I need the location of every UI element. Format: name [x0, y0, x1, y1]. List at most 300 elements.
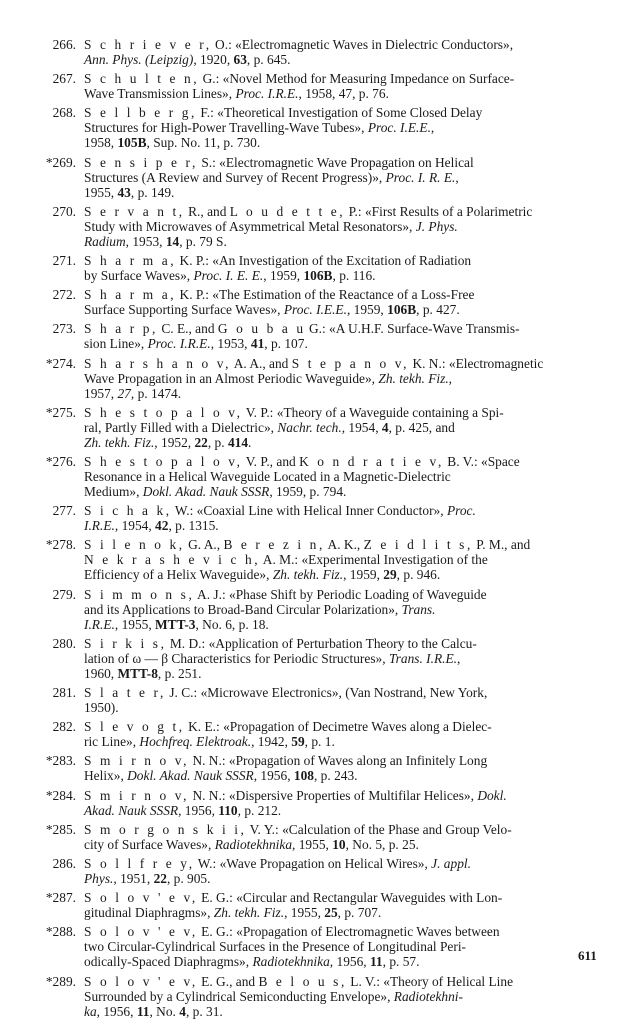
volume-number: 43	[117, 184, 131, 200]
reference-text: , 1920,	[193, 52, 234, 67]
volume-number: 59	[291, 734, 305, 750]
reference-line	[84, 420, 455, 435]
reference-line	[84, 924, 500, 939]
reference-text: Efficiency of a Helix Waveguide»,	[84, 567, 273, 583]
author-name: K o n d r a t i e v,	[299, 454, 444, 469]
reference-line	[84, 336, 308, 351]
journal-title: Dokl.	[477, 787, 507, 803]
reference-text: 1957,	[84, 385, 118, 401]
reference-entry	[0, 155, 644, 200]
volume-number: 106B	[387, 302, 417, 318]
author-name: S m i r n o v,	[84, 787, 190, 803]
reference-line	[84, 435, 251, 450]
volume-number: 105B	[117, 135, 147, 151]
journal-title: Proc. I. R. E.	[385, 169, 456, 185]
reference-text: J. C.: «Microwave Electronics», (Van Nostrand, New York,	[165, 685, 488, 700]
reference-text: E. G., and	[197, 973, 259, 989]
author-name: S e n s i p e r,	[84, 154, 198, 170]
volume-number: 108	[293, 768, 314, 784]
reference-text: , p. 1474.	[130, 385, 182, 401]
reference-number: 267.	[52, 71, 76, 87]
reference-entry	[0, 974, 644, 1019]
author-name: S o l l f r e y,	[84, 856, 195, 871]
author-name: B e r e z i n,	[223, 537, 325, 553]
reference-text: , 1955,	[114, 616, 156, 632]
reference-entry	[0, 253, 644, 283]
reference-line	[84, 356, 543, 371]
reference-line	[84, 287, 474, 302]
reference-text: , p. 425, and	[388, 419, 455, 435]
reference-line	[84, 856, 471, 871]
reference-entry	[0, 287, 644, 317]
reference-line	[84, 587, 487, 602]
reference-text: B. V.: «Space	[443, 454, 520, 469]
reference-text: A. J.: «Phase Shift by Periodic Loading of Waveguide	[194, 586, 487, 602]
reference-text: , 1954,	[341, 419, 382, 435]
reference-entry	[0, 822, 644, 852]
reference-text: , 1959,	[343, 567, 384, 583]
author-name: S l e v o g t,	[84, 719, 185, 735]
reference-text: odically-Spaced Diaphragms»,	[84, 954, 253, 970]
reference-line	[84, 204, 532, 219]
reference-text: Wave Propagation in an Almost Periodic Waveguide»,	[84, 370, 379, 386]
journal-title: I.R.E.	[84, 518, 115, 534]
reference-entry	[0, 503, 644, 533]
author-name: L o u d e t t e,	[229, 203, 346, 219]
reference-text: gitudinal Diaphragms»,	[84, 905, 214, 921]
reference-line	[84, 537, 530, 552]
reference-text: M. D.: «Application of Perturbation Theory to the Calcu-	[166, 635, 477, 651]
journal-title: ka	[84, 1003, 97, 1019]
reference-text: , p. 212.	[237, 802, 282, 818]
journal-title: Proc. I. E. E.	[193, 268, 264, 283]
reference-text: P.: «First Results of a Polarimetric	[345, 203, 533, 219]
volume-number: 14	[165, 233, 180, 249]
reference-line	[84, 155, 474, 170]
reference-text: E. G.: «Propagation of Electromagnetic Waves between	[197, 924, 500, 940]
journal-title: Dokl. Akad. Nauk SSSR	[142, 484, 270, 499]
reference-number: 272.	[52, 287, 76, 303]
volume-number: 22	[153, 871, 167, 886]
journal-title: Dokl. Akad. Nauk SSSR	[127, 768, 254, 784]
reference-text: , p. 905.	[166, 871, 211, 886]
reference-line	[84, 989, 463, 1004]
reference-text: V. P.: «Theory of a Waveguide containing a Spi-	[242, 404, 504, 420]
author-name: N e k r a s h e v i c h,	[84, 552, 261, 568]
reference-number: *274.	[45, 355, 76, 371]
reference-text: S.: «Electromagnetic Wave Propagation on Helical	[197, 154, 474, 170]
reference-text: 1955,	[84, 184, 118, 200]
reference-line	[84, 890, 502, 905]
reference-text: P. M., and	[472, 537, 531, 553]
journal-title: Proc.	[446, 503, 476, 519]
reference-text: , 1955,	[284, 905, 325, 921]
reference-text: lation of ω — β Characteristics for Periodic Structures»,	[84, 650, 389, 666]
reference-line	[84, 636, 477, 651]
volume-number: 42	[155, 518, 169, 534]
reference-number: *276.	[45, 454, 76, 469]
volume-number: 25	[324, 905, 338, 921]
reference-text: K. N.: «Electromagnetic	[409, 355, 544, 371]
reference-line	[84, 219, 458, 234]
author-name: S l a t e r,	[84, 685, 166, 700]
journal-title: 27	[117, 385, 131, 401]
reference-line	[84, 905, 381, 920]
author-name: S o l o v ' e v,	[84, 924, 198, 940]
reference-line	[84, 120, 434, 135]
reference-entry	[0, 890, 644, 920]
author-name: S i c h a k,	[84, 503, 172, 519]
reference-line	[84, 454, 520, 469]
reference-text: Wave Transmission Lines»,	[84, 86, 236, 102]
reference-number: 270.	[52, 203, 76, 219]
author-name: S e l l b e r g,	[84, 105, 198, 121]
reference-number: *285.	[45, 821, 76, 837]
reference-text: , p. 1315.	[168, 518, 219, 534]
author-name: S h a r p,	[84, 321, 158, 337]
reference-line	[84, 753, 487, 768]
author-name: S c h r i e v e r,	[84, 37, 212, 52]
journal-title: Zh. tekh. Fiz.	[84, 434, 155, 450]
reference-line	[84, 503, 476, 518]
reference-line	[84, 37, 513, 52]
reference-line	[84, 734, 335, 749]
reference-text: , Sup. No. 11, p. 730.	[146, 135, 261, 151]
reference-entry	[0, 105, 644, 150]
reference-entry	[0, 204, 644, 249]
reference-text: K. E.: «Propagation of Decimetre Waves along a Dielec-	[184, 719, 492, 735]
volume-number: 106B	[303, 268, 333, 283]
reference-text: , p. 107.	[264, 336, 308, 352]
reference-text: Surface Supporting Surface Waves»,	[84, 302, 284, 318]
reference-number: *289.	[45, 973, 76, 989]
reference-number: 273.	[52, 321, 76, 337]
reference-line	[84, 602, 435, 617]
reference-line	[84, 185, 174, 200]
reference-line	[84, 768, 358, 783]
reference-line	[84, 822, 512, 837]
reference-text: Study with Microwaves of Asymmetrical Metal Resonators»,	[84, 218, 416, 234]
reference-number: *288.	[45, 924, 76, 940]
reference-text: 1958,	[84, 135, 118, 151]
reference-line	[84, 685, 487, 700]
reference-text: by Surface Waves»,	[84, 268, 194, 283]
reference-line	[84, 567, 440, 582]
reference-text: , 1956,	[178, 802, 219, 818]
reference-text: , 1942,	[251, 734, 292, 750]
reference-line	[84, 803, 281, 818]
volume-number: 29	[383, 567, 397, 583]
journal-title: J. Phys.	[415, 218, 458, 234]
reference-text: A. K.,	[324, 537, 364, 553]
reference-entry	[0, 753, 644, 783]
reference-number: 281.	[52, 685, 76, 700]
reference-line	[84, 469, 451, 484]
reference-entry	[0, 356, 644, 401]
reference-line	[84, 234, 227, 249]
reference-entry	[0, 537, 644, 582]
journal-title: Proc. I.R.E.	[147, 336, 211, 352]
volume-number: 4	[179, 1003, 186, 1019]
reference-entry	[0, 321, 644, 351]
reference-number: 280.	[52, 635, 76, 651]
journal-title: Akad. Nauk SSSR	[84, 802, 179, 818]
volume-number: 11	[136, 1003, 150, 1019]
reference-text: , No. 5, p. 25.	[345, 836, 419, 852]
reference-text: ,	[448, 370, 453, 386]
journal-title: Proc. I.E.E.	[367, 120, 431, 136]
reference-text: K. P.: «An Investigation of the Excitation of Radiation	[176, 253, 472, 268]
reference-line	[84, 405, 504, 420]
reference-text: G. A.,	[184, 537, 224, 553]
journal-title: Trans. I.R.E.	[388, 650, 458, 666]
reference-line	[84, 71, 514, 86]
reference-text: W.: «Coaxial Line with Helical Inner Conductor»,	[171, 503, 447, 519]
author-name: S m i r n o v,	[84, 753, 190, 769]
reference-line	[84, 939, 466, 954]
reference-text: ,	[457, 650, 461, 666]
author-name: S i r k i s,	[84, 635, 167, 651]
reference-text: G.: «A U.H.F. Surface-Wave Transmis-	[305, 321, 520, 337]
reference-number: 266.	[52, 37, 76, 52]
reference-line	[84, 105, 482, 120]
volume-number: 11	[369, 954, 383, 970]
journal-title: Radiotekhnika	[252, 954, 330, 970]
volume-number: 110	[218, 802, 238, 818]
volume-number: 22	[194, 434, 208, 450]
reference-line	[84, 170, 459, 185]
reference-text: Structures (A Review and Survey of Recent Progress)»,	[84, 169, 386, 185]
volume-number: 4	[381, 419, 389, 435]
journal-title: Ann. Phys. (Leipzig)	[84, 52, 194, 67]
reference-text: O.: «Electromagnetic Waves in Dielectric Conductors»,	[211, 37, 514, 52]
reference-text: , 1959,	[346, 302, 388, 318]
reference-entry	[0, 719, 644, 749]
reference-text: ,	[455, 169, 459, 185]
volume-number: 414	[227, 434, 249, 450]
reference-line	[84, 86, 389, 101]
reference-line	[84, 954, 419, 969]
volume-number: 10	[332, 836, 346, 852]
author-name: G o u b a u	[217, 321, 306, 337]
author-name: S c h u l t e n,	[84, 71, 200, 87]
reference-entry	[0, 636, 644, 681]
reference-text: city of Surface Waves»,	[84, 836, 215, 852]
reference-text: E. G.: «Circular and Rectangular Waveguides with Lon-	[197, 890, 503, 906]
reference-text: , 1955,	[292, 836, 333, 852]
journal-title: Proc. I.E.E.	[283, 302, 347, 318]
reference-text: G.: «Novel Method for Measuring Impedance on Surface-	[199, 71, 515, 87]
volume-number: 41	[250, 336, 265, 352]
reference-line	[84, 871, 210, 886]
author-name: S o l o v ' e v,	[84, 973, 198, 989]
reference-text: , p. 1.	[304, 734, 335, 750]
journal-title: Radium	[84, 233, 126, 249]
volume-number: MTT-3	[155, 616, 196, 632]
author-name: S h e s t o p a l o v,	[84, 404, 243, 420]
reference-entry	[0, 788, 644, 818]
reference-text: ,	[430, 120, 435, 136]
journal-title: Zh. tekh. Fiz.	[272, 567, 344, 583]
reference-text: , p. 707.	[337, 905, 382, 921]
reference-number: *275.	[45, 404, 76, 420]
reference-text: 1950).	[84, 700, 119, 715]
reference-line	[84, 617, 269, 632]
author-name: S h a r s h a n o v,	[84, 355, 232, 371]
journal-title: Hochfreq. Elektroak.	[139, 734, 252, 750]
page-number: 611	[578, 948, 597, 963]
reference-line	[84, 321, 520, 336]
reference-text: L. V.: «Theory of Helical Line	[346, 973, 514, 989]
reference-text: K. P.: «The Estimation of the Reactance of a Loss-Free	[176, 287, 475, 303]
reference-entry	[0, 405, 644, 450]
journal-title: J. appl.	[431, 856, 471, 871]
reference-line	[84, 974, 513, 989]
reference-text: , 1954,	[114, 518, 156, 534]
reference-text: , 1956,	[253, 768, 294, 784]
reference-entry	[0, 37, 644, 67]
reference-text: , 1951,	[113, 871, 154, 886]
reference-text: , 1959, p. 794.	[269, 484, 347, 499]
reference-number: 268.	[52, 105, 76, 121]
volume-number: MTT-8	[117, 665, 158, 681]
reference-text: 1960,	[84, 665, 118, 681]
reference-text: .	[248, 434, 252, 450]
reference-text: , 1956,	[329, 954, 370, 970]
reference-text: Helix»,	[84, 768, 128, 784]
reference-line	[84, 1004, 223, 1019]
reference-line	[84, 302, 460, 317]
journal-title: Radiotekhnika	[214, 836, 293, 852]
reference-line	[84, 719, 492, 734]
reference-text: , p. 149.	[130, 184, 175, 200]
author-name: S h a r m a,	[84, 253, 177, 268]
author-name: S e r v a n t,	[84, 203, 185, 219]
author-name: S h e s t o p a l o v,	[84, 454, 243, 469]
reference-text: V. P., and	[242, 454, 300, 469]
reference-number: *284.	[45, 787, 76, 803]
reference-text: R., and	[184, 203, 230, 219]
journal-title: Zh. tekh. Fiz.	[213, 905, 285, 921]
reference-text: , p. 251.	[157, 665, 202, 681]
journal-title: Trans.	[401, 601, 436, 617]
journal-title: Zh. tekh. Fiz.	[378, 370, 449, 386]
reference-text: , 1952,	[154, 434, 195, 450]
reference-text: Structures for High-Power Travelling-Wave Tubes»,	[84, 120, 368, 136]
reference-line	[84, 788, 507, 803]
reference-text: , p. 946.	[396, 567, 441, 583]
author-name: Z e i d l i t s,	[363, 537, 473, 553]
author-name: S i m m o n s,	[84, 586, 195, 602]
reference-number: *283.	[45, 753, 76, 769]
journal-title: I.R.E.	[84, 616, 115, 632]
journal-title: Nachr. tech.	[277, 419, 342, 435]
reference-text: , No. 6, p. 18.	[195, 616, 269, 632]
reference-line	[84, 552, 488, 567]
reference-line	[84, 386, 181, 401]
journal-title: Proc. I.R.E.	[235, 86, 299, 102]
reference-text: ric Line»,	[84, 734, 140, 750]
reference-text: N. N.: «Dispersive Properties of Multifilar Helices»,	[189, 787, 478, 803]
reference-line	[84, 52, 290, 67]
reference-line	[84, 268, 376, 283]
reference-entry	[0, 856, 644, 886]
reference-line	[84, 700, 119, 715]
reference-line	[84, 484, 346, 499]
reference-line	[84, 651, 460, 666]
journal-title: Phys.	[84, 871, 114, 886]
reference-entry	[0, 924, 644, 969]
reference-number: *269.	[45, 154, 76, 170]
reference-text: , 1959,	[263, 268, 304, 283]
reference-text: F.: «Theoretical Investigation of Some Closed Delay	[197, 105, 483, 121]
reference-entry	[0, 685, 644, 715]
reference-text: , 1953,	[210, 336, 251, 352]
author-name: S i l e n o k,	[84, 537, 185, 553]
reference-text: V. Y.: «Calculation of the Phase and Group Velo-	[246, 821, 512, 837]
reference-entry	[0, 587, 644, 632]
reference-text: , p.	[207, 434, 228, 450]
reference-text: ral, Partly Filled with a Dielectric»,	[84, 419, 278, 435]
reference-text: , p. 31.	[185, 1003, 223, 1019]
reference-entry	[0, 454, 644, 499]
reference-number: *287.	[45, 890, 76, 906]
reference-text: two Circular-Cylindrical Surfaces in the Presence of Longitudinal Peri-	[84, 939, 466, 955]
reference-line	[84, 837, 419, 852]
author-name: S h a r m a,	[84, 287, 177, 303]
reference-text: , p. 116.	[332, 268, 376, 283]
reference-text: Medium»,	[84, 484, 143, 499]
reference-text: sion Line»,	[84, 336, 148, 352]
reference-text: A. A., and	[231, 355, 292, 371]
reference-text: W.: «Wave Propagation on Helical Wires»,	[194, 856, 432, 871]
reference-text: , No.	[149, 1003, 180, 1019]
reference-text: C. E., and	[157, 321, 218, 337]
reference-number: *278.	[45, 537, 76, 553]
reference-text: , p. 243.	[313, 768, 358, 784]
reference-text: Surrounded by a Cylindrical Semiconducting Envelope»,	[84, 988, 394, 1004]
author-name: B e l o u s,	[258, 973, 347, 989]
reference-line	[84, 253, 471, 268]
reference-text: A. M.: «Experimental Investigation of the	[260, 552, 488, 568]
reference-line	[84, 135, 260, 150]
reference-text: N. N.: «Propagation of Waves along an Infinitely Long	[189, 753, 488, 769]
reference-entry	[0, 71, 644, 101]
reference-number: 277.	[52, 503, 76, 519]
reference-number: 271.	[52, 253, 76, 268]
author-name: S m o r g o n s k i i,	[84, 821, 247, 837]
reference-line	[84, 371, 452, 386]
author-name: S t e p a n o v,	[291, 355, 410, 371]
reference-text: , 1953,	[125, 233, 166, 249]
reference-text: Resonance in a Helical Waveguide Located in a Magnetic-Dielectric	[84, 469, 451, 484]
reference-text: , p. 427.	[416, 302, 460, 318]
reference-line	[84, 518, 219, 533]
reference-text: , 1958, 47, p. 76.	[298, 86, 389, 102]
reference-text: and its Applications to Broad-Band Circular Polarization»,	[84, 601, 402, 617]
reference-text: , p. 79 S.	[179, 233, 227, 249]
journal-title: Radiotekhni-	[393, 988, 463, 1004]
author-name: S o l o v ' e v,	[84, 890, 198, 906]
reference-text: , p. 57.	[382, 954, 420, 970]
reference-number: 279.	[52, 586, 76, 602]
volume-number: 63	[233, 52, 247, 67]
reference-line	[84, 666, 201, 681]
reference-number: 282.	[52, 719, 76, 735]
reference-text: , 1956,	[96, 1003, 137, 1019]
reference-number: 286.	[52, 856, 76, 871]
reference-text: , p. 645.	[246, 52, 291, 67]
